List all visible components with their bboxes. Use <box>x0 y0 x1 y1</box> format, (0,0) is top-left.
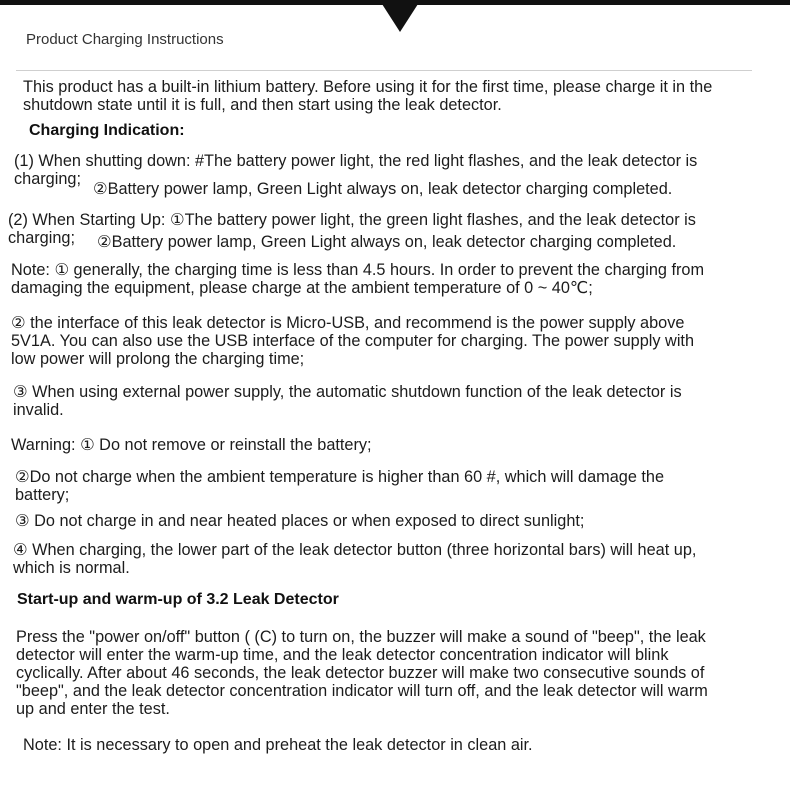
startup-line-2a: charging; <box>8 229 75 247</box>
note-1-line-2: damaging the equipment, please charge at the ambient temperature of 0 ~ 40℃; <box>11 279 593 297</box>
page-title: Product Charging Instructions <box>26 31 224 48</box>
note-2-line-1: ② the interface of this leak detector is Micro-USB, and recommend is the power supply above <box>11 314 685 332</box>
warning-4-line-1: ④ When charging, the lower part of the leak detector button (three horizontal bars) will heat up, <box>13 541 697 559</box>
warning-3: ③ Do not charge in and near heated places or when exposed to direct sunlight; <box>15 512 585 530</box>
note-2-line-2: 5V1A. You can also use the USB interface of the computer for charging. The power supply with <box>11 332 695 350</box>
note-3-line-1: ③ When using external power supply, the automatic shutdown function of the leak detector is <box>13 383 682 401</box>
shutdown-line-2a: charging; <box>14 170 81 188</box>
note-2-line-3: low power will prolong the charging time; <box>11 350 305 368</box>
pointer-triangle-icon <box>382 4 418 32</box>
charging-indication-heading: Charging Indication: <box>29 122 185 139</box>
startup-line-2b: ②Battery power lamp, Green Light always on, leak detector charging completed. <box>97 233 677 251</box>
startup-paragraph-line-5: up and enter the test. <box>16 700 170 718</box>
note-1-line-1: Note: ① generally, the charging time is less than 4.5 hours. In order to prevent the charging from <box>11 261 705 279</box>
warning-2-line-1: ②Do not charge when the ambient temperature is higher than 60 #, which will damage the <box>15 468 665 486</box>
intro-line-1: This product has a built-in lithium battery. Before using it for the first time, please charge it in the <box>23 78 713 96</box>
warning-4-line-2: which is normal. <box>13 559 130 577</box>
warning-2-line-2: battery; <box>15 486 70 504</box>
startup-paragraph-line-3: cyclically. After about 46 seconds, the leak detector buzzer will make two consecutive sounds of <box>16 664 705 682</box>
startup-paragraph-line-2: detector will enter the warm-up time, and the leak detector concentration indicator will blink <box>16 646 669 664</box>
startup-note: Note: It is necessary to open and preheat the leak detector in clean air. <box>23 736 533 754</box>
startup-paragraph-line-1: Press the "power on/off" button ( (C) to turn on, the buzzer will make a sound of "beep", the leak <box>16 628 706 646</box>
startup-heading: Start-up and warm-up of 3.2 Leak Detector <box>17 591 339 608</box>
warning-1: Warning: ① Do not remove or reinstall the battery; <box>11 436 372 454</box>
divider <box>16 70 752 71</box>
intro-line-2: shutdown state until it is full, and then start using the leak detector. <box>23 96 502 114</box>
shutdown-line-1: (1) When shutting down: #The battery power light, the red light flashes, and the leak detector is <box>14 152 698 170</box>
startup-paragraph-line-4: "beep", and the leak detector concentration indicator will turn off, and the leak detector will warm <box>16 682 708 700</box>
note-3-line-2: invalid. <box>13 401 64 419</box>
shutdown-line-2b: ②Battery power lamp, Green Light always on, leak detector charging completed. <box>93 180 673 198</box>
startup-line-1: (2) When Starting Up: ①The battery power light, the green light flashes, and the leak detector is <box>8 211 696 229</box>
